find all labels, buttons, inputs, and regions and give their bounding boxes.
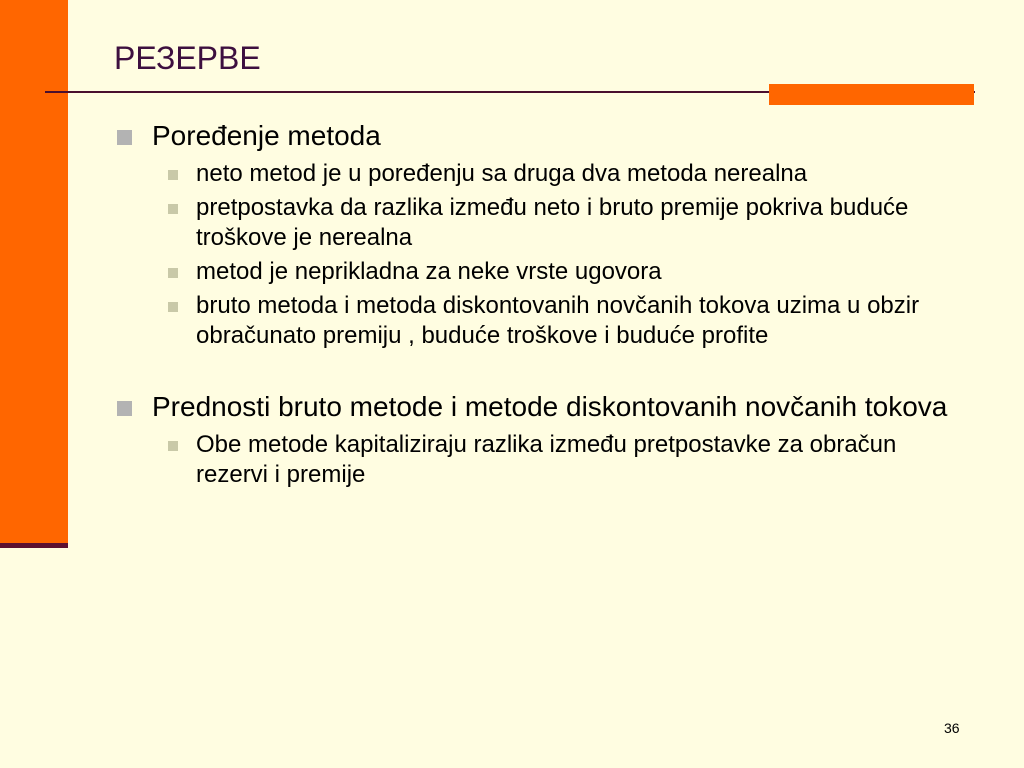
square-bullet-icon [168,302,178,312]
square-bullet-icon [117,401,132,416]
bullet-text: Poređenje metoda [152,120,381,151]
left-accent-bar [0,0,68,546]
square-bullet-icon [168,170,178,180]
page-number: 36 [944,720,960,736]
slide-content [114,118,974,490]
sub-bullet-text: bruto metoda i metoda diskontovanih novčanih tokova uzima u obzir obračunato premiju , buduće troškove i buduće profite [196,292,920,349]
bullet-item [114,118,974,153]
sub-bullet-text: neto metod je u poređenju sa druga dva metoda nerealna [196,160,808,187]
sub-bullet-text: Obe metode kapitaliziraju razlika između pretpostavke za obračun rezervi i premije [196,431,897,488]
square-bullet-icon [168,268,178,278]
bullet-item [114,389,974,424]
square-bullet-icon [168,441,178,451]
sub-bullet-text: pretpostavka da razlika između neto i bruto premije pokriva buduće troškove je nerealna [196,194,909,251]
slide-title: РЕЗЕРВЕ [114,40,261,76]
square-bullet-icon [117,130,132,145]
sub-bullet-item [114,291,974,351]
left-bar-divider [0,543,68,548]
sub-bullet-item [114,159,974,189]
sub-bullet-text: metod je neprikladna za neke vrste ugovora [196,258,662,285]
title-accent-block [769,84,974,105]
sub-bullet-item [114,193,974,253]
sub-bullet-item [114,257,974,287]
square-bullet-icon [168,204,178,214]
sub-bullet-item [114,430,974,490]
bullet-text: Prednosti bruto metode i metode diskontovanih novčanih tokova [152,391,948,422]
